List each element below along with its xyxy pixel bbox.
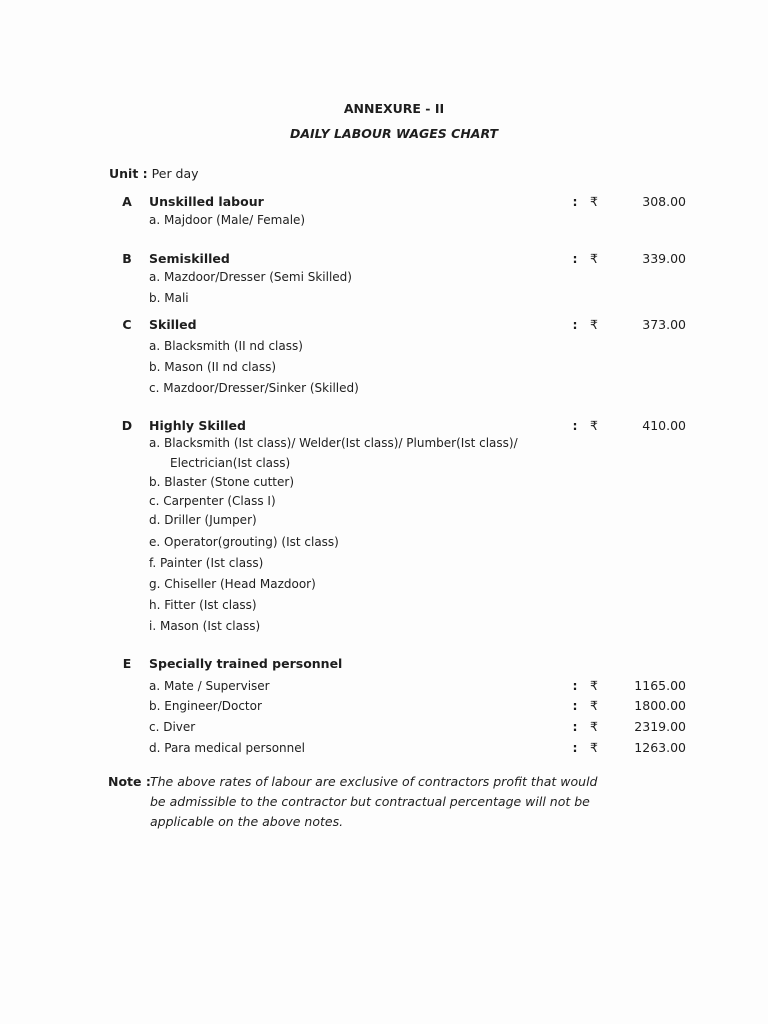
wage-amount: 1263.00 — [634, 740, 686, 755]
rupee-icon: ₹ — [590, 251, 598, 266]
list-item: b. Blaster (Stone cutter) — [149, 475, 295, 489]
list-item: d. Para medical personnel — [149, 741, 305, 755]
separator-colon: : — [572, 194, 578, 209]
list-item: f. Painter (Ist class) — [149, 556, 264, 570]
unit-value: Per day — [151, 166, 199, 181]
list-item: g. Chiseller (Head Mazdoor) — [149, 577, 316, 591]
wage-amount-skilled: 373.00 — [642, 317, 686, 332]
note-label: Note : — [108, 774, 151, 789]
rupee-icon: ₹ — [590, 678, 598, 693]
list-item: e. Operator(grouting) (Ist class) — [149, 535, 339, 549]
separator-colon: : — [572, 740, 578, 755]
wage-amount: 1800.00 — [634, 698, 686, 713]
list-item: c. Mazdoor/Dresser/Sinker (Skilled) — [149, 381, 359, 395]
wage-amount-highly-skilled: 410.00 — [642, 418, 686, 433]
separator-colon: : — [572, 317, 578, 332]
category-letter-e: E — [122, 656, 132, 671]
wage-amount-unskilled: 308.00 — [642, 194, 686, 209]
list-item: a. Blacksmith (Ist class)/ Welder(Ist class)/ Plumber(Ist class)/ — [149, 436, 518, 450]
category-heading-specially-trained: Specially trained personnel — [149, 656, 343, 671]
separator-colon: : — [572, 719, 578, 734]
separator-colon: : — [572, 251, 578, 266]
wage-amount: 2319.00 — [634, 719, 686, 734]
page-title: ANNEXURE - II — [343, 101, 445, 116]
category-heading-semiskilled: Semiskilled — [149, 251, 230, 266]
rupee-icon: ₹ — [590, 317, 598, 332]
rupee-icon: ₹ — [590, 418, 598, 433]
list-item: h. Fitter (Ist class) — [149, 598, 257, 612]
list-item: b. Engineer/Doctor — [149, 699, 262, 713]
category-letter-b: B — [122, 251, 132, 266]
unit-line — [109, 166, 199, 182]
note-text: The above rates of labour are exclusive of contractors profit that would be admissible to the contractor but contractual percentage will not be applicable on the above notes. — [150, 774, 598, 829]
list-item: a. Mate / Superviser — [149, 679, 270, 693]
page-subtitle: DAILY LABOUR WAGES CHART — [289, 126, 499, 141]
list-item: Electrician(Ist class) — [170, 456, 291, 470]
category-letter-a: A — [122, 194, 132, 209]
list-item: b. Mali — [149, 291, 189, 305]
category-letter-d: D — [121, 418, 133, 433]
category-letter-c: C — [122, 317, 132, 332]
separator-colon: : — [572, 418, 578, 433]
wage-amount-semiskilled: 339.00 — [642, 251, 686, 266]
unit-label: Unit : — [109, 166, 148, 181]
list-item: b. Mason (II nd class) — [149, 360, 277, 374]
category-heading-skilled: Skilled — [149, 317, 197, 332]
rupee-icon: ₹ — [590, 719, 598, 734]
list-item: d. Driller (Jumper) — [149, 513, 257, 527]
separator-colon: : — [572, 678, 578, 693]
category-heading-highly-skilled: Highly Skilled — [149, 418, 246, 433]
list-item: i. Mason (Ist class) — [149, 619, 261, 633]
list-item: a. Majdoor (Male/ Female) — [149, 213, 306, 227]
list-item: a. Blacksmith (II nd class) — [149, 339, 303, 353]
list-item: c. Carpenter (Class I) — [149, 494, 276, 508]
rupee-icon: ₹ — [590, 698, 598, 713]
list-item: c. Diver — [149, 720, 196, 734]
rupee-icon: ₹ — [590, 194, 598, 209]
list-item: a. Mazdoor/Dresser (Semi Skilled) — [149, 270, 352, 284]
rupee-icon: ₹ — [590, 740, 598, 755]
category-heading-unskilled: Unskilled labour — [149, 194, 264, 209]
wage-amount: 1165.00 — [634, 678, 686, 693]
separator-colon: : — [572, 698, 578, 713]
